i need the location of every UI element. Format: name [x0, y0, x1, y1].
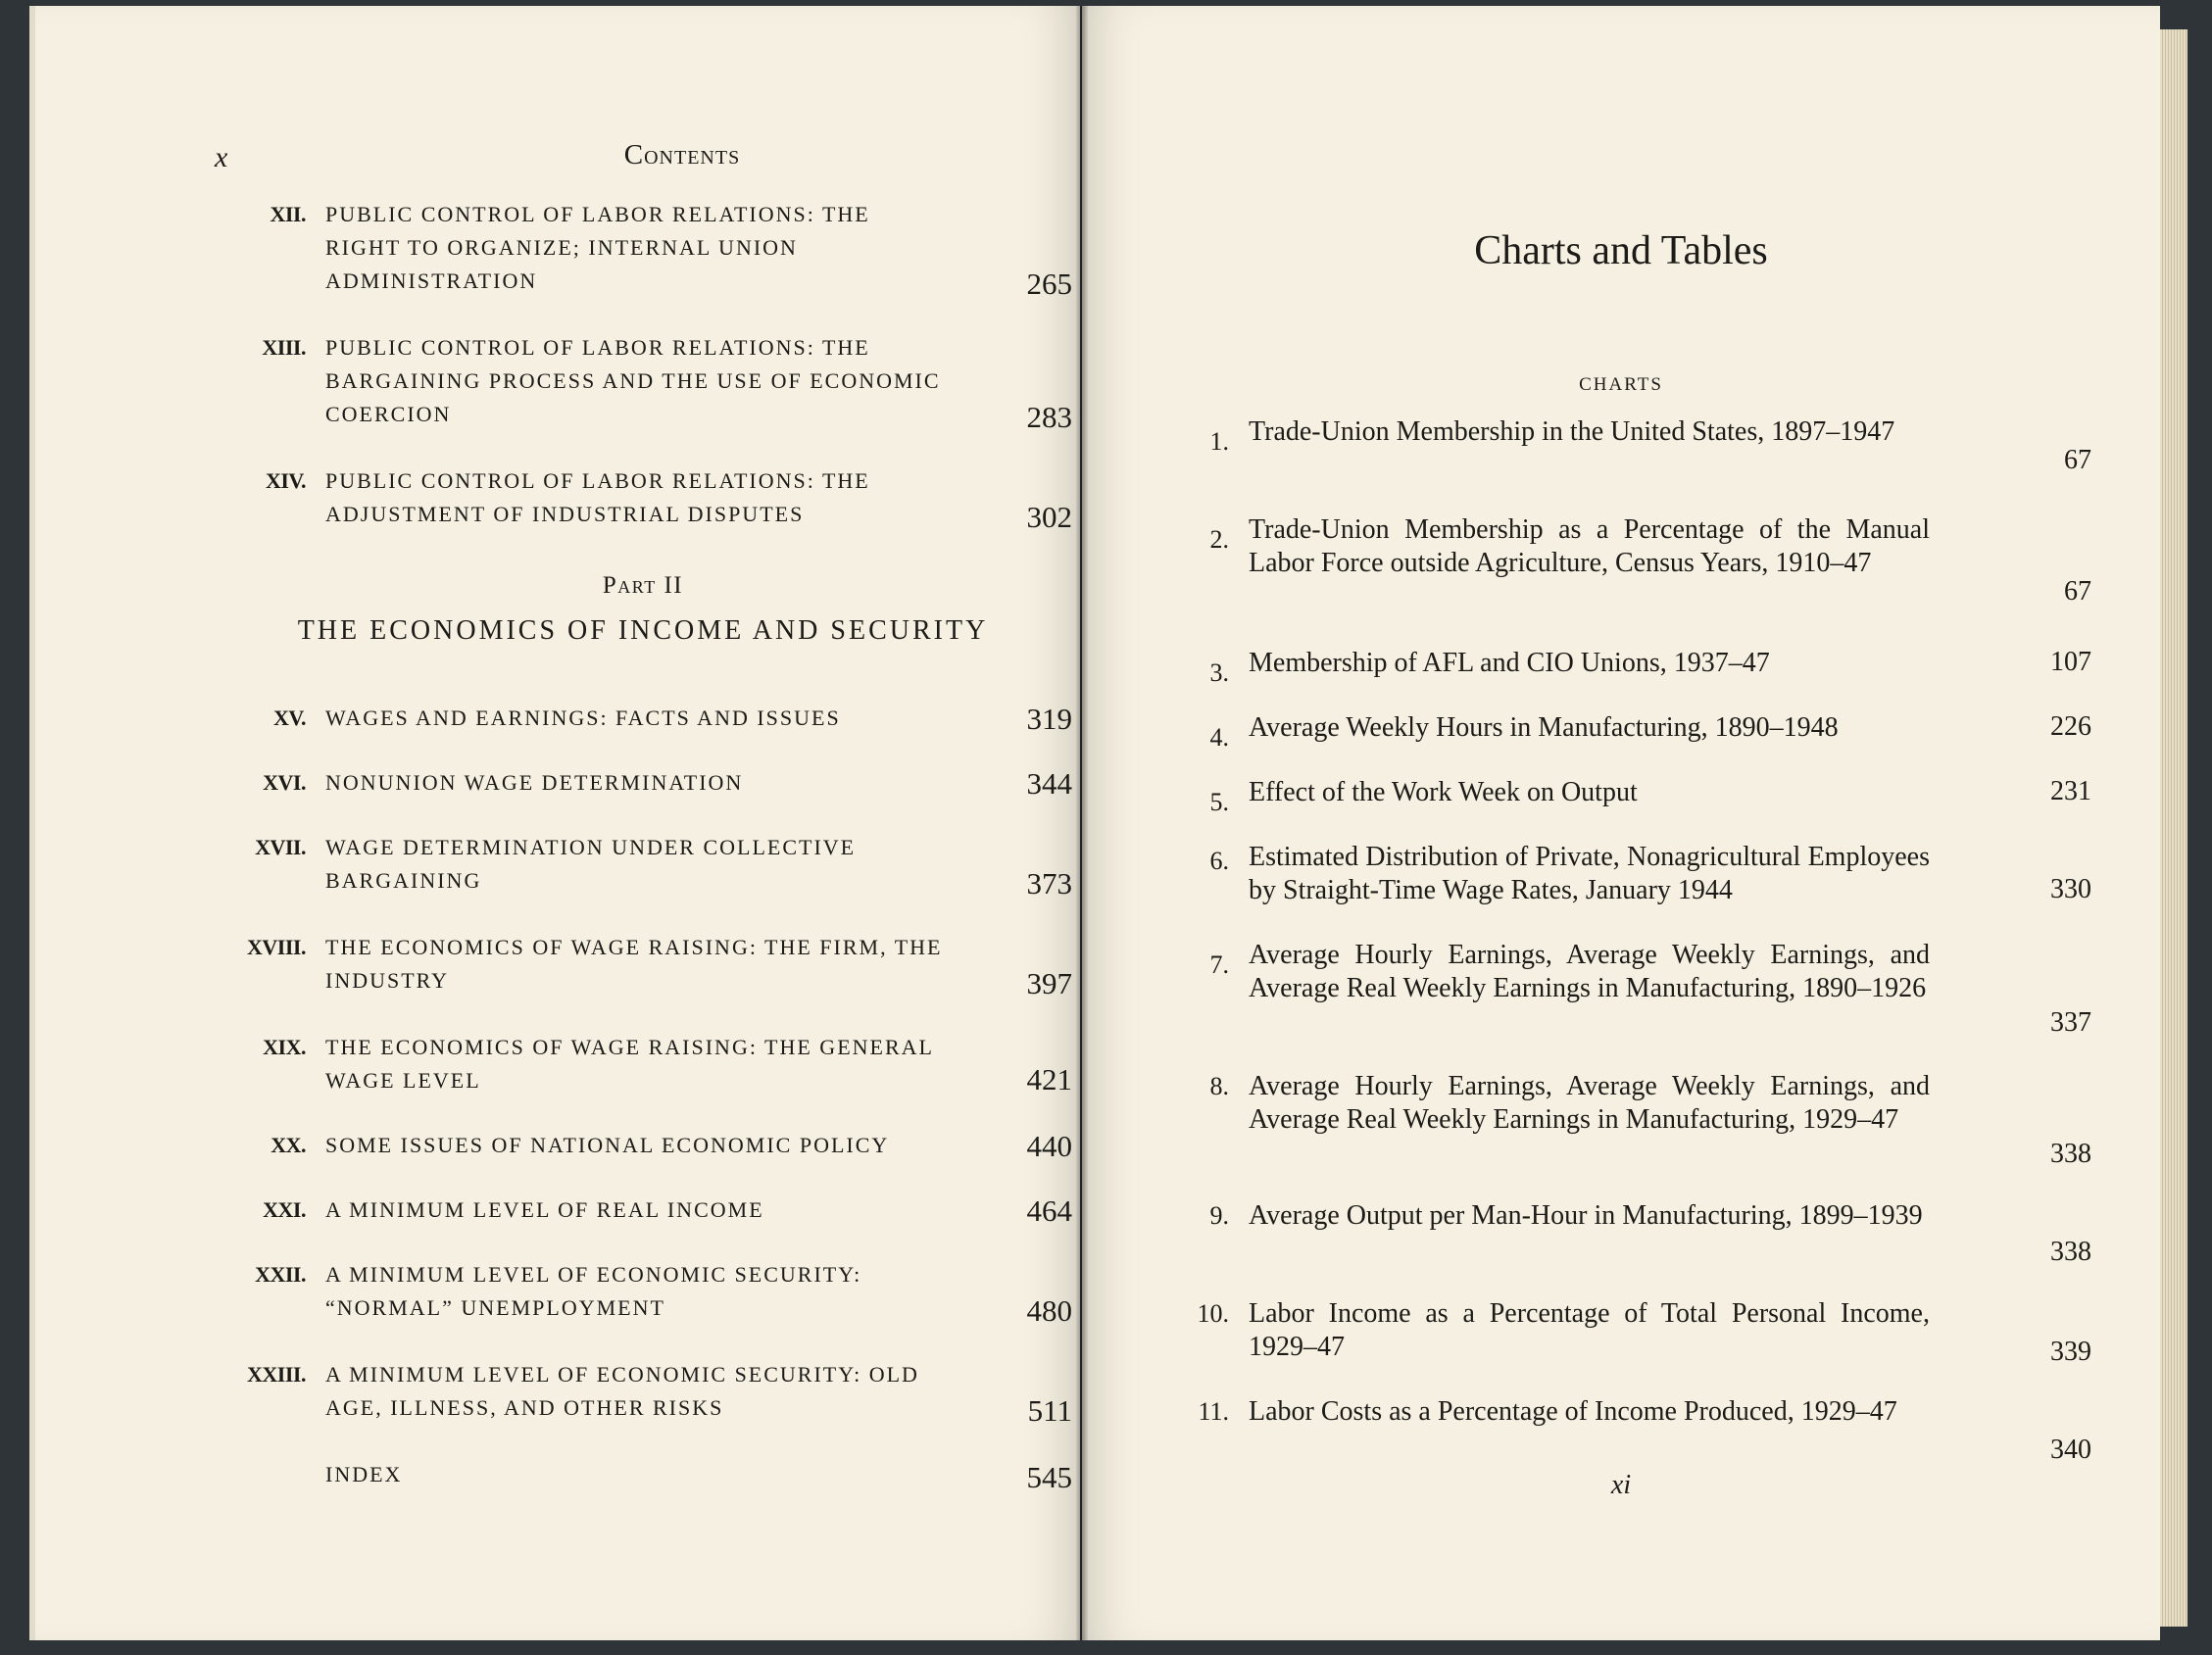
page-edges: [2160, 29, 2187, 1627]
chapter-page: 421: [1026, 1062, 1072, 1096]
chapter-page: 319: [1026, 702, 1072, 736]
chart-page: 337: [2050, 1007, 2091, 1038]
chapter-title: PUBLIC CONTROL OF LABOR RELATIONS: THE RIGHT TO ORGANIZE; INTERNAL UNION ADMINISTRATION: [325, 202, 870, 293]
chart-number: 6.: [1209, 847, 1229, 875]
chart-page: 226: [2050, 711, 2091, 742]
chapter-page: 480: [1026, 1293, 1072, 1328]
chart-page: 339: [2050, 1337, 2091, 1367]
chapter-page: 545: [1026, 1460, 1072, 1494]
chart-page: 338: [2050, 1237, 2091, 1267]
chart-title: Average Weekly Hours in Manufacturing, 1890–1948: [1249, 712, 1839, 743]
chapter-number: XIX.: [263, 1035, 306, 1059]
running-head: Contents: [623, 139, 741, 170]
chart-title: Labor Income as a Percentage of Total Personal Income, 1929–47: [1249, 1298, 1930, 1362]
chart-number: 9.: [1209, 1201, 1229, 1230]
left-page: [29, 6, 1080, 1640]
chapter-number: XIII.: [262, 335, 306, 360]
chart-title: Membership of AFL and CIO Unions, 1937–47: [1249, 648, 1770, 678]
chapter-title: NONUNION WAGE DETERMINATION: [325, 770, 744, 795]
chart-title: Effect of the Work Week on Output: [1249, 777, 1638, 807]
chart-number: 1.: [1209, 427, 1229, 456]
chart-page: 340: [2050, 1435, 2091, 1465]
part-label: Part II: [602, 572, 684, 599]
section-label: CHARTS: [1579, 374, 1663, 395]
chapter-page: 511: [1027, 1393, 1072, 1428]
chart-page: 107: [2050, 647, 2091, 677]
chart-title: Trade-Union Membership as a Percentage of the Manual Labor Force outside Agriculture, Census Years, 1910–47: [1249, 514, 1930, 578]
part-title: THE ECONOMICS OF INCOME AND SECURITY: [297, 615, 989, 646]
chapter-title: WAGES AND EARNINGS: FACTS AND ISSUES: [325, 706, 841, 730]
page-number: x: [215, 141, 228, 173]
chart-title: Labor Costs as a Percentage of Income Produced, 1929–47: [1249, 1396, 1897, 1427]
chart-title: Trade-Union Membership in the United States, 1897–1947: [1249, 416, 1895, 447]
chart-number: 8.: [1209, 1072, 1229, 1100]
chapter-title: A MINIMUM LEVEL OF ECONOMIC SECURITY: “NORMAL” UNEMPLOYMENT: [325, 1262, 862, 1320]
chart-page: 67: [2064, 445, 2091, 475]
chapter-number: XVII.: [255, 835, 306, 859]
chapter-title: PUBLIC CONTROL OF LABOR RELATIONS: THE ADJUSTMENT OF INDUSTRIAL DISPUTES: [325, 468, 870, 526]
chart-number: 4.: [1209, 723, 1229, 752]
chapter-title: THE ECONOMICS OF WAGE RAISING: THE GENERAL WAGE LEVEL: [325, 1035, 934, 1093]
chapter-number: XVI.: [263, 770, 306, 795]
chapter-title: THE ECONOMICS OF WAGE RAISING: THE FIRM, THE INDUSTRY: [325, 935, 943, 993]
chapter-page: 440: [1026, 1129, 1072, 1163]
chart-page: 67: [2064, 576, 2091, 607]
book-spine: [1076, 6, 1088, 1640]
chapter-title: SOME ISSUES OF NATIONAL ECONOMIC POLICY: [325, 1133, 890, 1157]
chapter-page: 265: [1026, 267, 1072, 301]
page-title: Charts and Tables: [1474, 228, 1768, 273]
page-number: xi: [1610, 1470, 1632, 1500]
right-page: [1082, 6, 2160, 1640]
chart-number: 5.: [1209, 788, 1229, 816]
chapter-number: XXIII.: [247, 1362, 306, 1387]
chapter-number: XX.: [270, 1133, 306, 1157]
chapter-number: XXI.: [263, 1197, 306, 1222]
chart-number: 2.: [1209, 525, 1229, 554]
chapter-page: 283: [1026, 400, 1072, 434]
chapter-title: A MINIMUM LEVEL OF REAL INCOME: [325, 1197, 764, 1222]
chapter-number: XIV.: [265, 468, 306, 493]
chart-number: 3.: [1209, 658, 1229, 687]
chart-number: 11.: [1198, 1397, 1229, 1426]
chapter-page: 397: [1026, 966, 1072, 1000]
chart-title: Average Output per Man-Hour in Manufacturing, 1899–1939: [1249, 1200, 1923, 1231]
chart-number: 7.: [1209, 950, 1229, 979]
chart-title: Estimated Distribution of Private, Nonagricultural Employees by Straight-Time Wage Rates, January 1944: [1249, 842, 1930, 905]
chapter-page: 464: [1026, 1193, 1072, 1228]
chart-page: 338: [2050, 1139, 2091, 1169]
chart-title: Average Hourly Earnings, Average Weekly Earnings, and Average Real Weekly Earnings in Manufacturing, 1929–47: [1249, 1071, 1930, 1135]
chapter-number: XVIII.: [247, 935, 306, 959]
chart-page: 330: [2050, 874, 2091, 904]
chapter-title: A MINIMUM LEVEL OF ECONOMIC SECURITY: OLD AGE, ILLNESS, AND OTHER RISKS: [325, 1362, 919, 1420]
chart-page: 231: [2050, 776, 2091, 806]
chapter-title: PUBLIC CONTROL OF LABOR RELATIONS: THE BARGAINING PROCESS AND THE USE OF ECONOMIC COERCION: [325, 335, 941, 426]
chapter-title: INDEX: [325, 1462, 403, 1486]
chart-number: 10.: [1197, 1299, 1229, 1328]
chapter-number: XV.: [273, 706, 306, 730]
chapter-page: 344: [1026, 766, 1072, 801]
chapter-page: 302: [1026, 500, 1072, 534]
chapter-title: WAGE DETERMINATION UNDER COLLECTIVE BARGAINING: [325, 835, 857, 893]
chapter-number: XII.: [270, 202, 306, 226]
chart-title: Average Hourly Earnings, Average Weekly Earnings, and Average Real Weekly Earnings in Manufacturing, 1890–1926: [1249, 940, 1930, 1003]
chapter-page: 373: [1026, 866, 1072, 901]
chapter-number: XXII.: [255, 1262, 306, 1287]
